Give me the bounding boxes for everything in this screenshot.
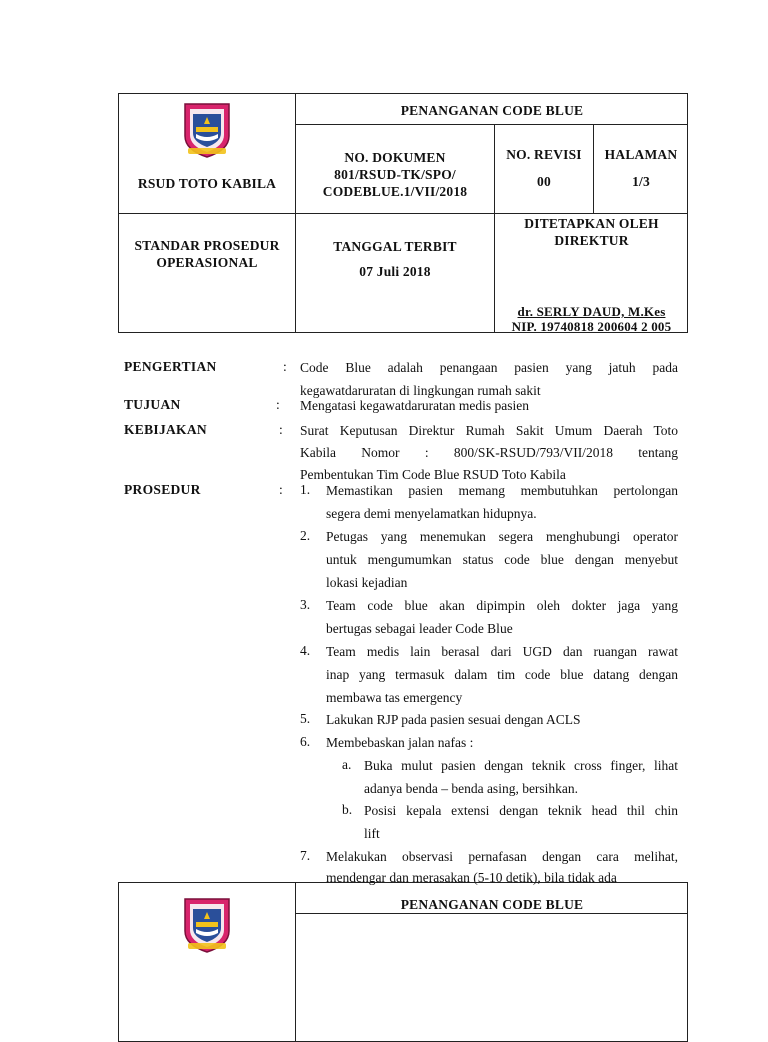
issued-date-label: TANGGAL TERBIT	[333, 239, 457, 254]
substep-letter: a.	[342, 757, 352, 772]
divider	[295, 124, 688, 125]
step-line: Petugas yang menemukan segera menghubungi operator	[326, 529, 678, 544]
step-number: 3.	[300, 597, 311, 612]
step-number: 5.	[300, 711, 311, 726]
substep-line: adanya benda – benda asing, bersihkan.	[364, 781, 579, 796]
revision-value: 00	[537, 174, 551, 189]
doc-number-label: NO. DOKUMEN	[344, 149, 446, 165]
step-line: mendengar dan merasakan (5-10 detik), bila tidak ada	[326, 870, 617, 885]
step-line: bertugas sebagai leader Code Blue	[326, 621, 513, 636]
step-line: membawa tas emergency	[326, 690, 463, 705]
kebijakan-line2: Kabila Nomor : 800/SK-RSUD/793/VII/2018 tentang	[300, 445, 678, 460]
step-line: segera demi menyelamatkan hidupnya.	[326, 506, 537, 521]
kebijakan-label: KEBIJAKAN	[124, 422, 207, 437]
step-line: Lakukan RJP pada pasien sesuai dengan ACLS	[326, 712, 581, 727]
kebijakan-line3: Pembentukan Tim Code Blue RSUD Toto Kabila	[300, 467, 566, 482]
kebijakan-line1: Surat Keputusan Direktur Rumah Sakit Umum Daerah Toto	[300, 423, 678, 438]
step-number: 4.	[300, 643, 311, 658]
director-name: dr. SERLY DAUD, M.Kes	[517, 304, 666, 319]
step-line: Team medis lain berasal dari UGD dan ruangan rawat	[326, 644, 678, 659]
document-title: PENANGANAN CODE BLUE	[400, 102, 584, 118]
step-line: untuk mengumumkan status code blue dengan menyebut	[326, 552, 678, 567]
substep-line: lift	[364, 826, 380, 841]
doc-number-value-line1: 801/RSUD-TK/SPO/	[334, 166, 456, 182]
step-line: Membebaskan jalan nafas :	[326, 735, 474, 750]
step-line: Melakukan observasi pernafasan dengan cara melihat,	[326, 849, 678, 864]
step-number: 2.	[300, 528, 311, 543]
step-number: 6.	[300, 734, 311, 749]
tujuan-line1: Mengatasi kegawatdaruratan medis pasien	[300, 398, 530, 413]
pengertian-label: PENGERTIAN	[124, 359, 217, 374]
substep-line: Buka mulut pasien dengan teknik cross finger, lihat	[364, 758, 678, 773]
revision-label: NO. REVISI	[506, 147, 582, 162]
issued-date-value: 07 Juli 2018	[359, 264, 431, 279]
institution-name: RSUD TOTO KABILA	[137, 176, 277, 191]
regional-emblem-icon	[179, 895, 235, 955]
divider	[295, 913, 688, 914]
set-by-line2: DIREKTUR	[554, 233, 629, 248]
page-label: HALAMAN	[604, 147, 678, 162]
step-number: 7.	[300, 848, 311, 863]
colon: :	[279, 482, 283, 497]
step-line: Team code blue akan dipimpin oleh dokter jaga yang	[326, 598, 678, 613]
director-nip: NIP. 19740818 200604 2 005	[511, 319, 672, 334]
step-line: inap yang termasuk dalam tim code blue datang dengan	[326, 667, 678, 682]
substep-line: Posisi kepala extensi dengan teknik head thil chin	[364, 803, 678, 818]
prosedur-label: PROSEDUR	[124, 482, 201, 497]
regional-emblem-icon	[179, 100, 235, 160]
substep-letter: b.	[342, 802, 353, 817]
colon: :	[279, 422, 283, 437]
colon: :	[276, 397, 280, 412]
doc-number-value-line2: CODEBLUE.1/VII/2018	[322, 183, 468, 199]
next-page-header-table	[118, 882, 688, 1042]
pengertian-line1: Code Blue adalah penangaan pasien yang jatuh pada	[300, 360, 678, 375]
pengertian-line2: kegawatdaruratan di lingkungan rumah sakit	[300, 383, 541, 398]
set-by-line1: DITETAPKAN OLEH	[524, 216, 659, 231]
step-line: Memastikan pasien memang membutuhkan pertolongan	[326, 483, 678, 498]
colon: :	[283, 359, 287, 374]
step-line: lokasi kejadian	[326, 575, 408, 590]
next-page-document-title: PENANGANAN CODE BLUE	[400, 896, 584, 912]
page-value: 1/3	[632, 174, 650, 189]
document-header-table	[118, 93, 688, 333]
sop-title-line2: OPERASIONAL	[156, 255, 258, 270]
sop-title-line1: STANDAR PROSEDUR	[134, 238, 280, 253]
step-number: 1.	[300, 482, 311, 497]
tujuan-label: TUJUAN	[124, 397, 181, 412]
